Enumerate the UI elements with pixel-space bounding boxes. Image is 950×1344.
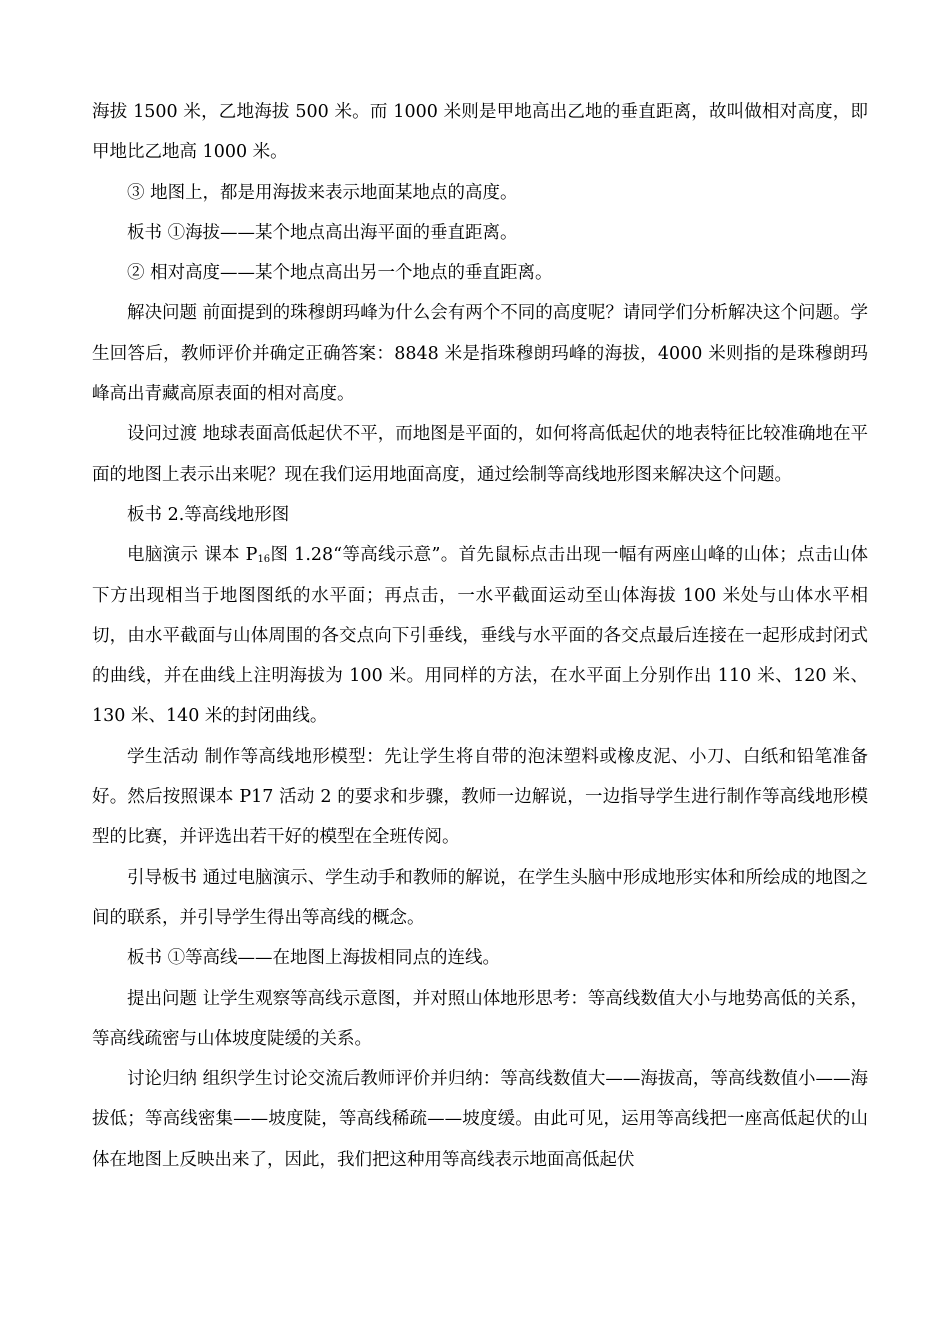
computer-demo-text-rest: 图 1.28“等高线示意”。首先鼠标点击出现一幅有两座山峰的山体；点击山体下方出现相当于地图图纸的水平面；再点击，一水平截面运动至山体海拔 100 米处与山体水平相切，由水平截面与山体周围的各交点向下引垂线，垂线与水平面的各交点最后连接在一起形成封闭式的曲线，并在曲线上注明海拔为 100 米。用同样的方法，在水平面上分别作出 110 米、120 米、130 米、140 米的封闭曲线。 <box>92 545 869 727</box>
paragraph-map-elevation-note: ③ 地图上，都是用海拔来表示地面某地点的高度。 <box>127 182 518 203</box>
paragraph-computer-demo <box>92 535 868 736</box>
paragraph-transition-question: 设问过渡 地球表面高低起伏不平，而地图是平面的，如何将高低起伏的地表特征比较准确地在平面的地图上表示出来呢？现在我们运用地面高度，通过绘制等高线地形图来解决这个问题。 <box>92 424 868 485</box>
paragraph-raise-question: 提出问题 让学生观察等高线示意图，并对照山体地形思考：等高线数值大小与地势高低的关系，等高线疏密与山体坡度陡缓的关系。 <box>92 988 868 1049</box>
paragraph-discussion-summary: 讨论归纳 组织学生讨论交流后教师评价并归纳：等高线数值大——海拔高，等高线数值小——海拔低；等高线密集——坡度陡，等高线稀疏——坡度缓。由此可见，运用等高线把一座高低起伏的山体在地图上反映出来了，因此，我们把这种用等高线表示地面高低起伏 <box>92 1069 868 1170</box>
paragraph-board-relative-height: ② 相对高度——某个地点高出另一个地点的垂直距离。 <box>127 263 553 284</box>
paragraph-board-contour-definition: 板书 ①等高线——在地图上海拔相同点的连线。 <box>127 948 501 969</box>
paragraph-student-activity: 学生活动 制作等高线地形模型：先让学生将自带的泡沫塑料或橡皮泥、小刀、白纸和铅笔准备好。然后按照课本 P17 活动 2 的要求和步骤，教师一边解说，一边指导学生进行制作等高线地形模型的比赛，并评选出若干好的模型在全班传阅。 <box>92 746 868 848</box>
paragraph-solve-problem: 解决问题 前面提到的珠穆朗玛峰为什么会有两个不同的高度呢？请同学们分析解决这个问题。学生回答后，教师评价并确定正确答案：8848 米是指珠穆朗玛峰的海拔，4000 米则指的是珠穆朗玛峰高出青藏高原表面的相对高度。 <box>92 303 868 405</box>
paragraph-elevation-example: 海拔 1500 米，乙地海拔 500 米。而 1000 米则是甲地高出乙地的垂直距离，故叫做相对高度，即甲地比乙地高 1000 米。 <box>92 102 868 163</box>
paragraph-board-contour-map: 板书 2.等高线地形图 <box>127 504 290 525</box>
page-number-subscript: 16 <box>257 554 271 566</box>
paragraph-board-altitude: 板书 ①海拔——某个地点高出海平面的垂直距离。 <box>127 222 518 243</box>
paragraph-guided-board: 引导板书 通过电脑演示、学生动手和教师的解说，在学生头脑中形成地形实体和所绘成的地图之间的联系，并引导学生得出等高线的概念。 <box>92 867 868 928</box>
document-page <box>92 92 868 1180</box>
computer-demo-text-start: 电脑演示 课本 P <box>127 545 258 566</box>
